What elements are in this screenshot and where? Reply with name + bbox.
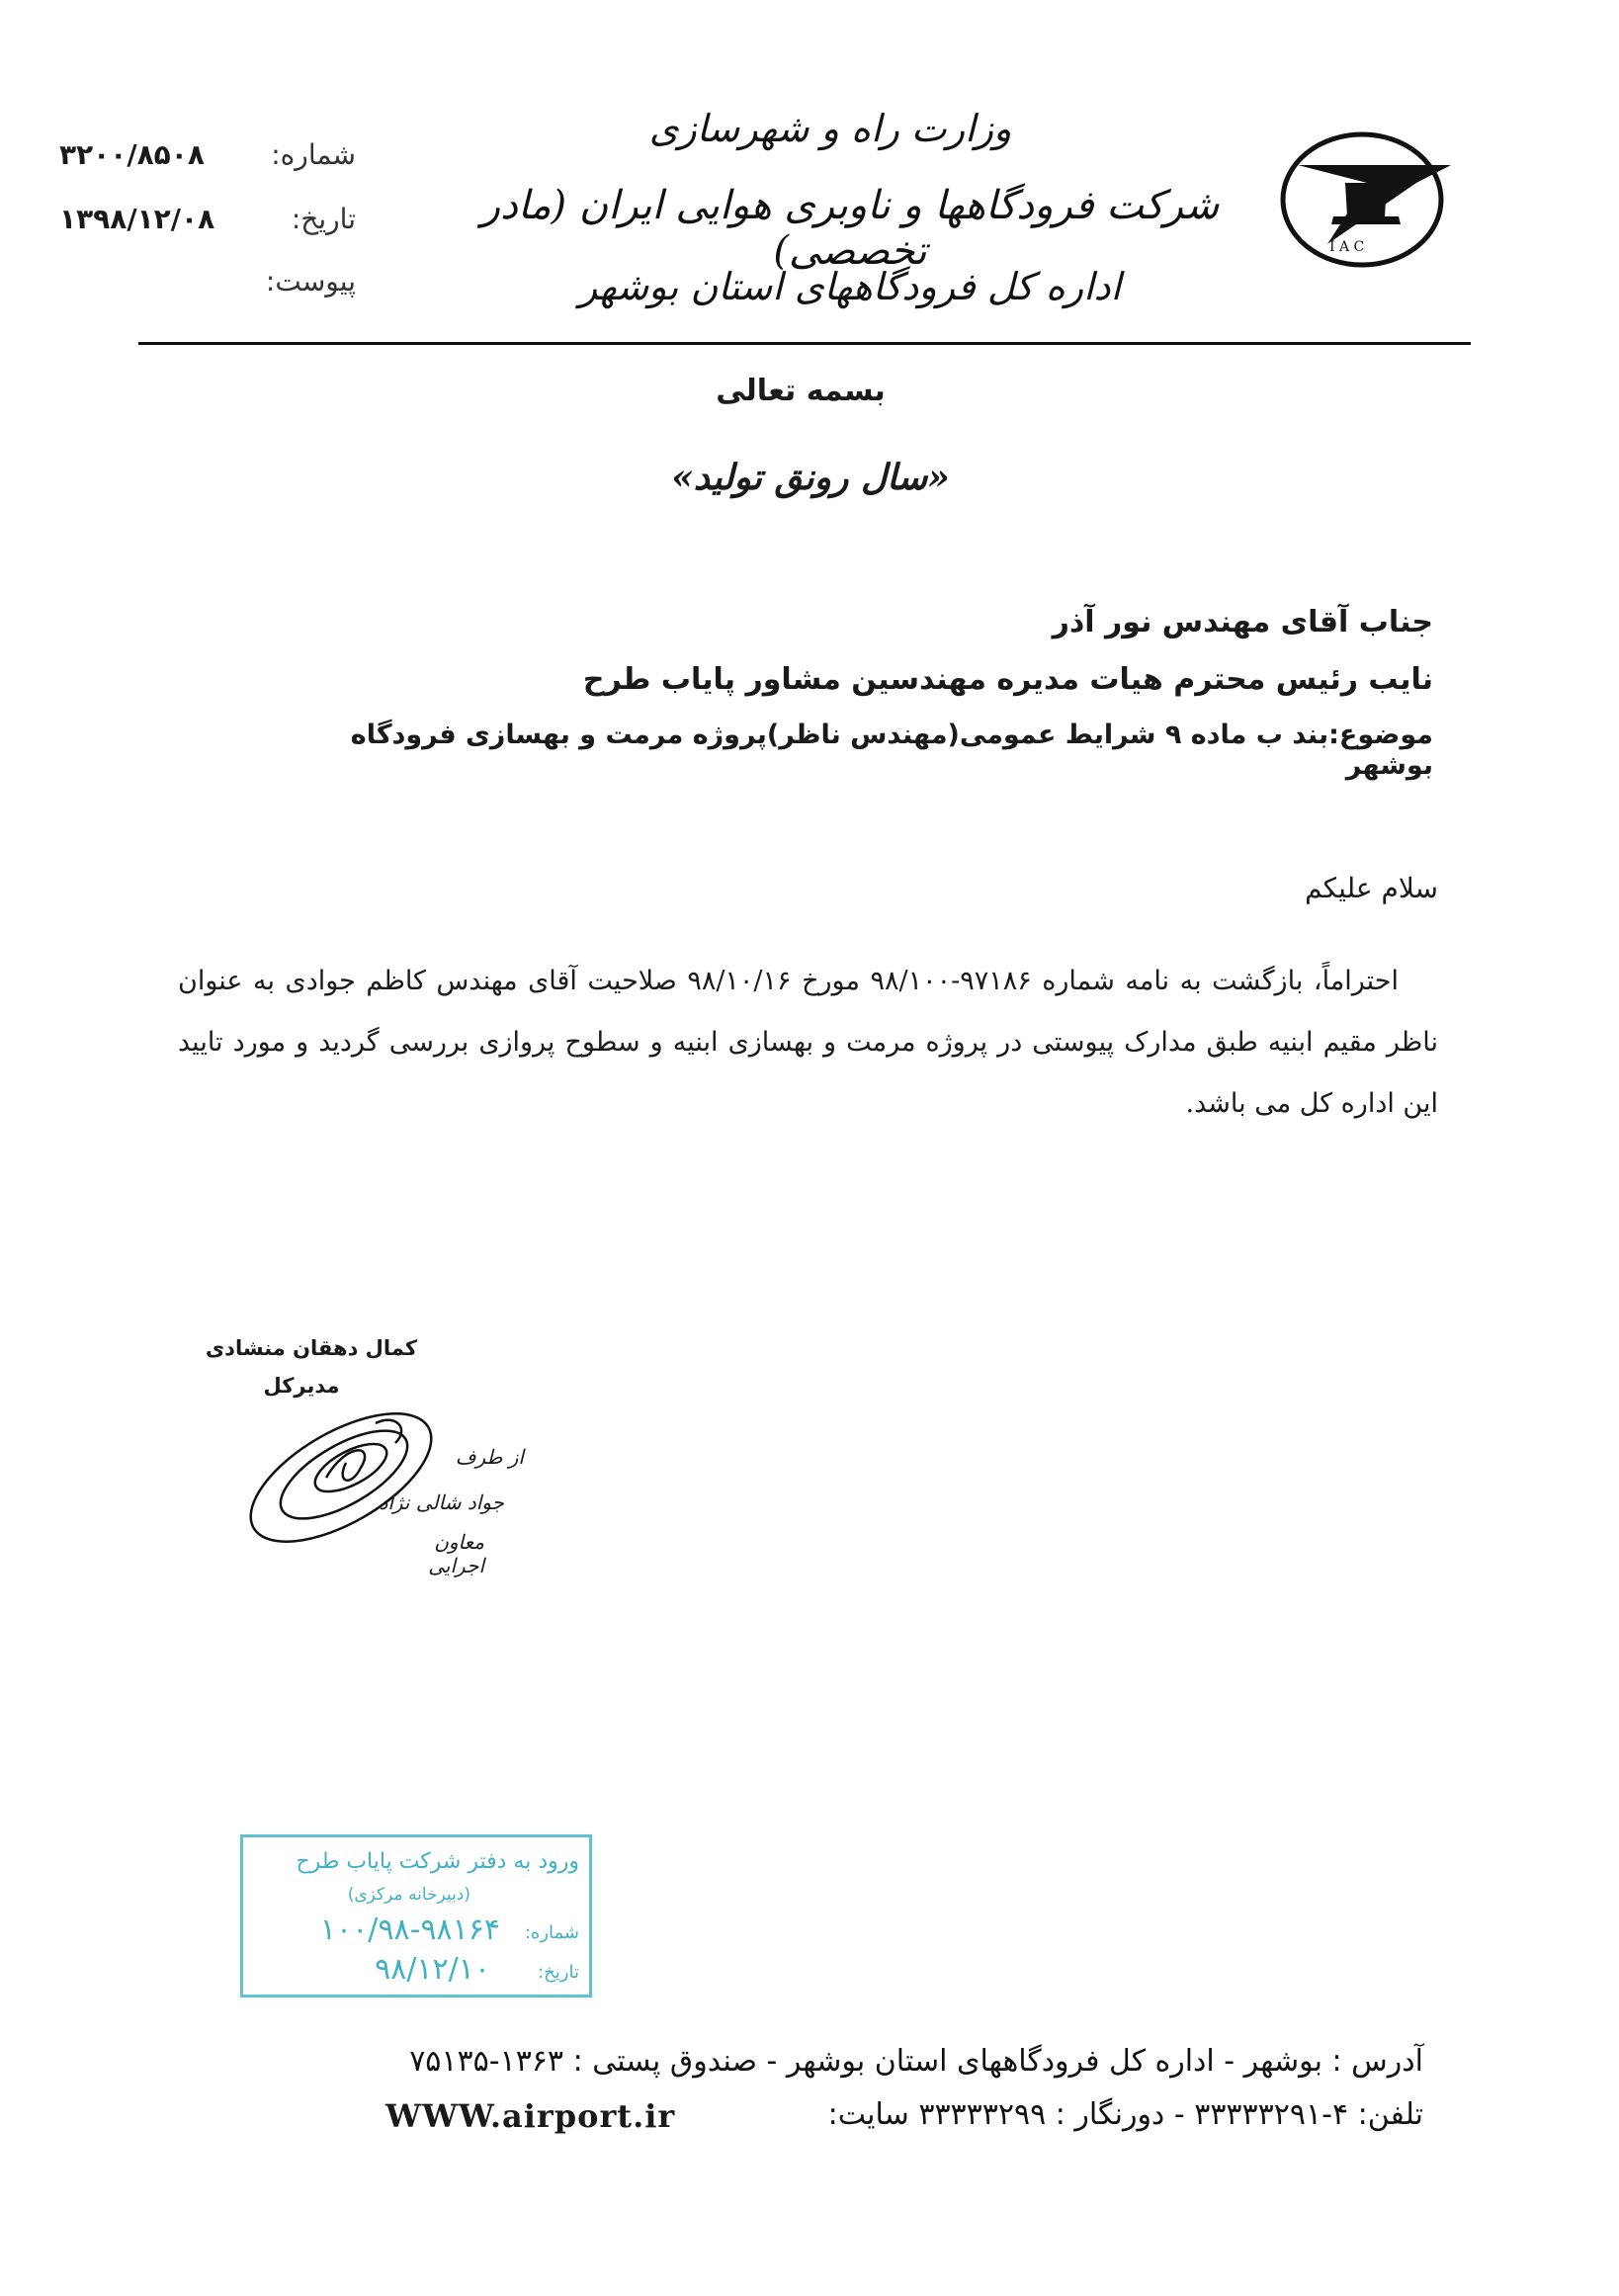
handwritten-signature	[227, 1384, 455, 1552]
logo-letters: I A C	[1329, 239, 1365, 255]
letter-number-label: شماره:	[271, 138, 356, 171]
letter-date-value: ۱۳۹۸/۱۲/۰۸	[59, 203, 215, 235]
stamp-date-value: ۹۸/۱۲/۱۰	[375, 1952, 490, 1987]
deputy-role: معاون اجرایی	[428, 1530, 484, 1577]
footer-phone: تلفن: ۴-۳۳۳۳۳۲۹۱ - دورنگار : ۳۳۳۳۳۲۹۹ سایت:	[827, 2097, 1423, 2132]
header-divider	[138, 342, 1471, 345]
stamp-number-value: ۱۰۰/۹۸-۹۸۱۶۴	[319, 1913, 500, 1947]
footer-website[interactable]: WWW.airport.ir	[385, 2097, 676, 2135]
letter-date-label: تاریخ:	[291, 203, 356, 235]
stamp-number-label: شماره:	[524, 1922, 579, 1943]
subject-line: موضوع:بند ب ماده ۹ شرایط عمومی(مهندس ناظر)پروژه مرمت و بهسازی فرودگاه بوشهر	[350, 720, 1433, 781]
invocation: بسمه تعالی	[716, 374, 886, 408]
letter-body: احتراماً، بازگشت به نامه شماره ۹۷۱۸۶-۹۸/۱۰۰ مورخ ۹۸/۱۰/۱۶ صلاحیت آقای مهندس کاظم جوادی به عنوان ناظر مقیم ابنیه طبق مدارک پیوستی در پروژه مرمت و بهسازی ابنیه و سطوح پروازی بررسی گردید و مورد تایید این اداره کل می باشد.	[178, 966, 1438, 1119]
stamp-date-label: تاریخ:	[538, 1962, 579, 1983]
recipient-name: جناب آقای مهندس نور آذر	[1052, 605, 1433, 639]
recipient-title: نایب رئیس محترم هیات مدیره مهندسین مشاور پایاب طرح	[582, 662, 1433, 697]
signer-role: مدیرکل	[263, 1374, 340, 1398]
footer-address: آدرس : بوشهر - اداره کل فرودگاههای استان بوشهر - صندوق پستی : ۱۳۶۳-۷۵۱۳۵	[409, 2044, 1423, 2079]
signer-name: کمال دهقان منشادی	[205, 1336, 418, 1360]
attachment-label: پیوست:	[265, 265, 356, 298]
stamp-title: ورود به دفتر شرکت پایاب طرح	[296, 1849, 579, 1874]
receipt-stamp	[240, 1834, 592, 1998]
company-title: شرکت فرودگاهها و ناوبری هوایی ایران (مادر تخصصی)	[480, 183, 1220, 274]
ministry-title: وزارت راه و شهرسازی	[648, 107, 1012, 150]
office-title: اداره کل فرودگاههای استان بوشهر	[578, 265, 1122, 308]
attachment-row	[59, 265, 356, 314]
greeting: سلام علیکم	[1305, 872, 1438, 904]
letter-date-row	[59, 203, 356, 252]
slogan: «سال رونق تولید»	[671, 457, 950, 498]
deputy-name: جواد شالی نژاد	[379, 1490, 504, 1514]
airport-company-logo	[1268, 126, 1456, 274]
on-behalf-note: از طرف	[455, 1445, 524, 1469]
letter-number-row	[59, 138, 356, 188]
stamp-subtitle: (دبیرخانه مرکزی)	[347, 1885, 470, 1905]
footer-contact-row	[385, 2097, 1423, 2143]
letter-number-value: ۳۲۰۰/۸۵۰۸	[59, 138, 205, 171]
